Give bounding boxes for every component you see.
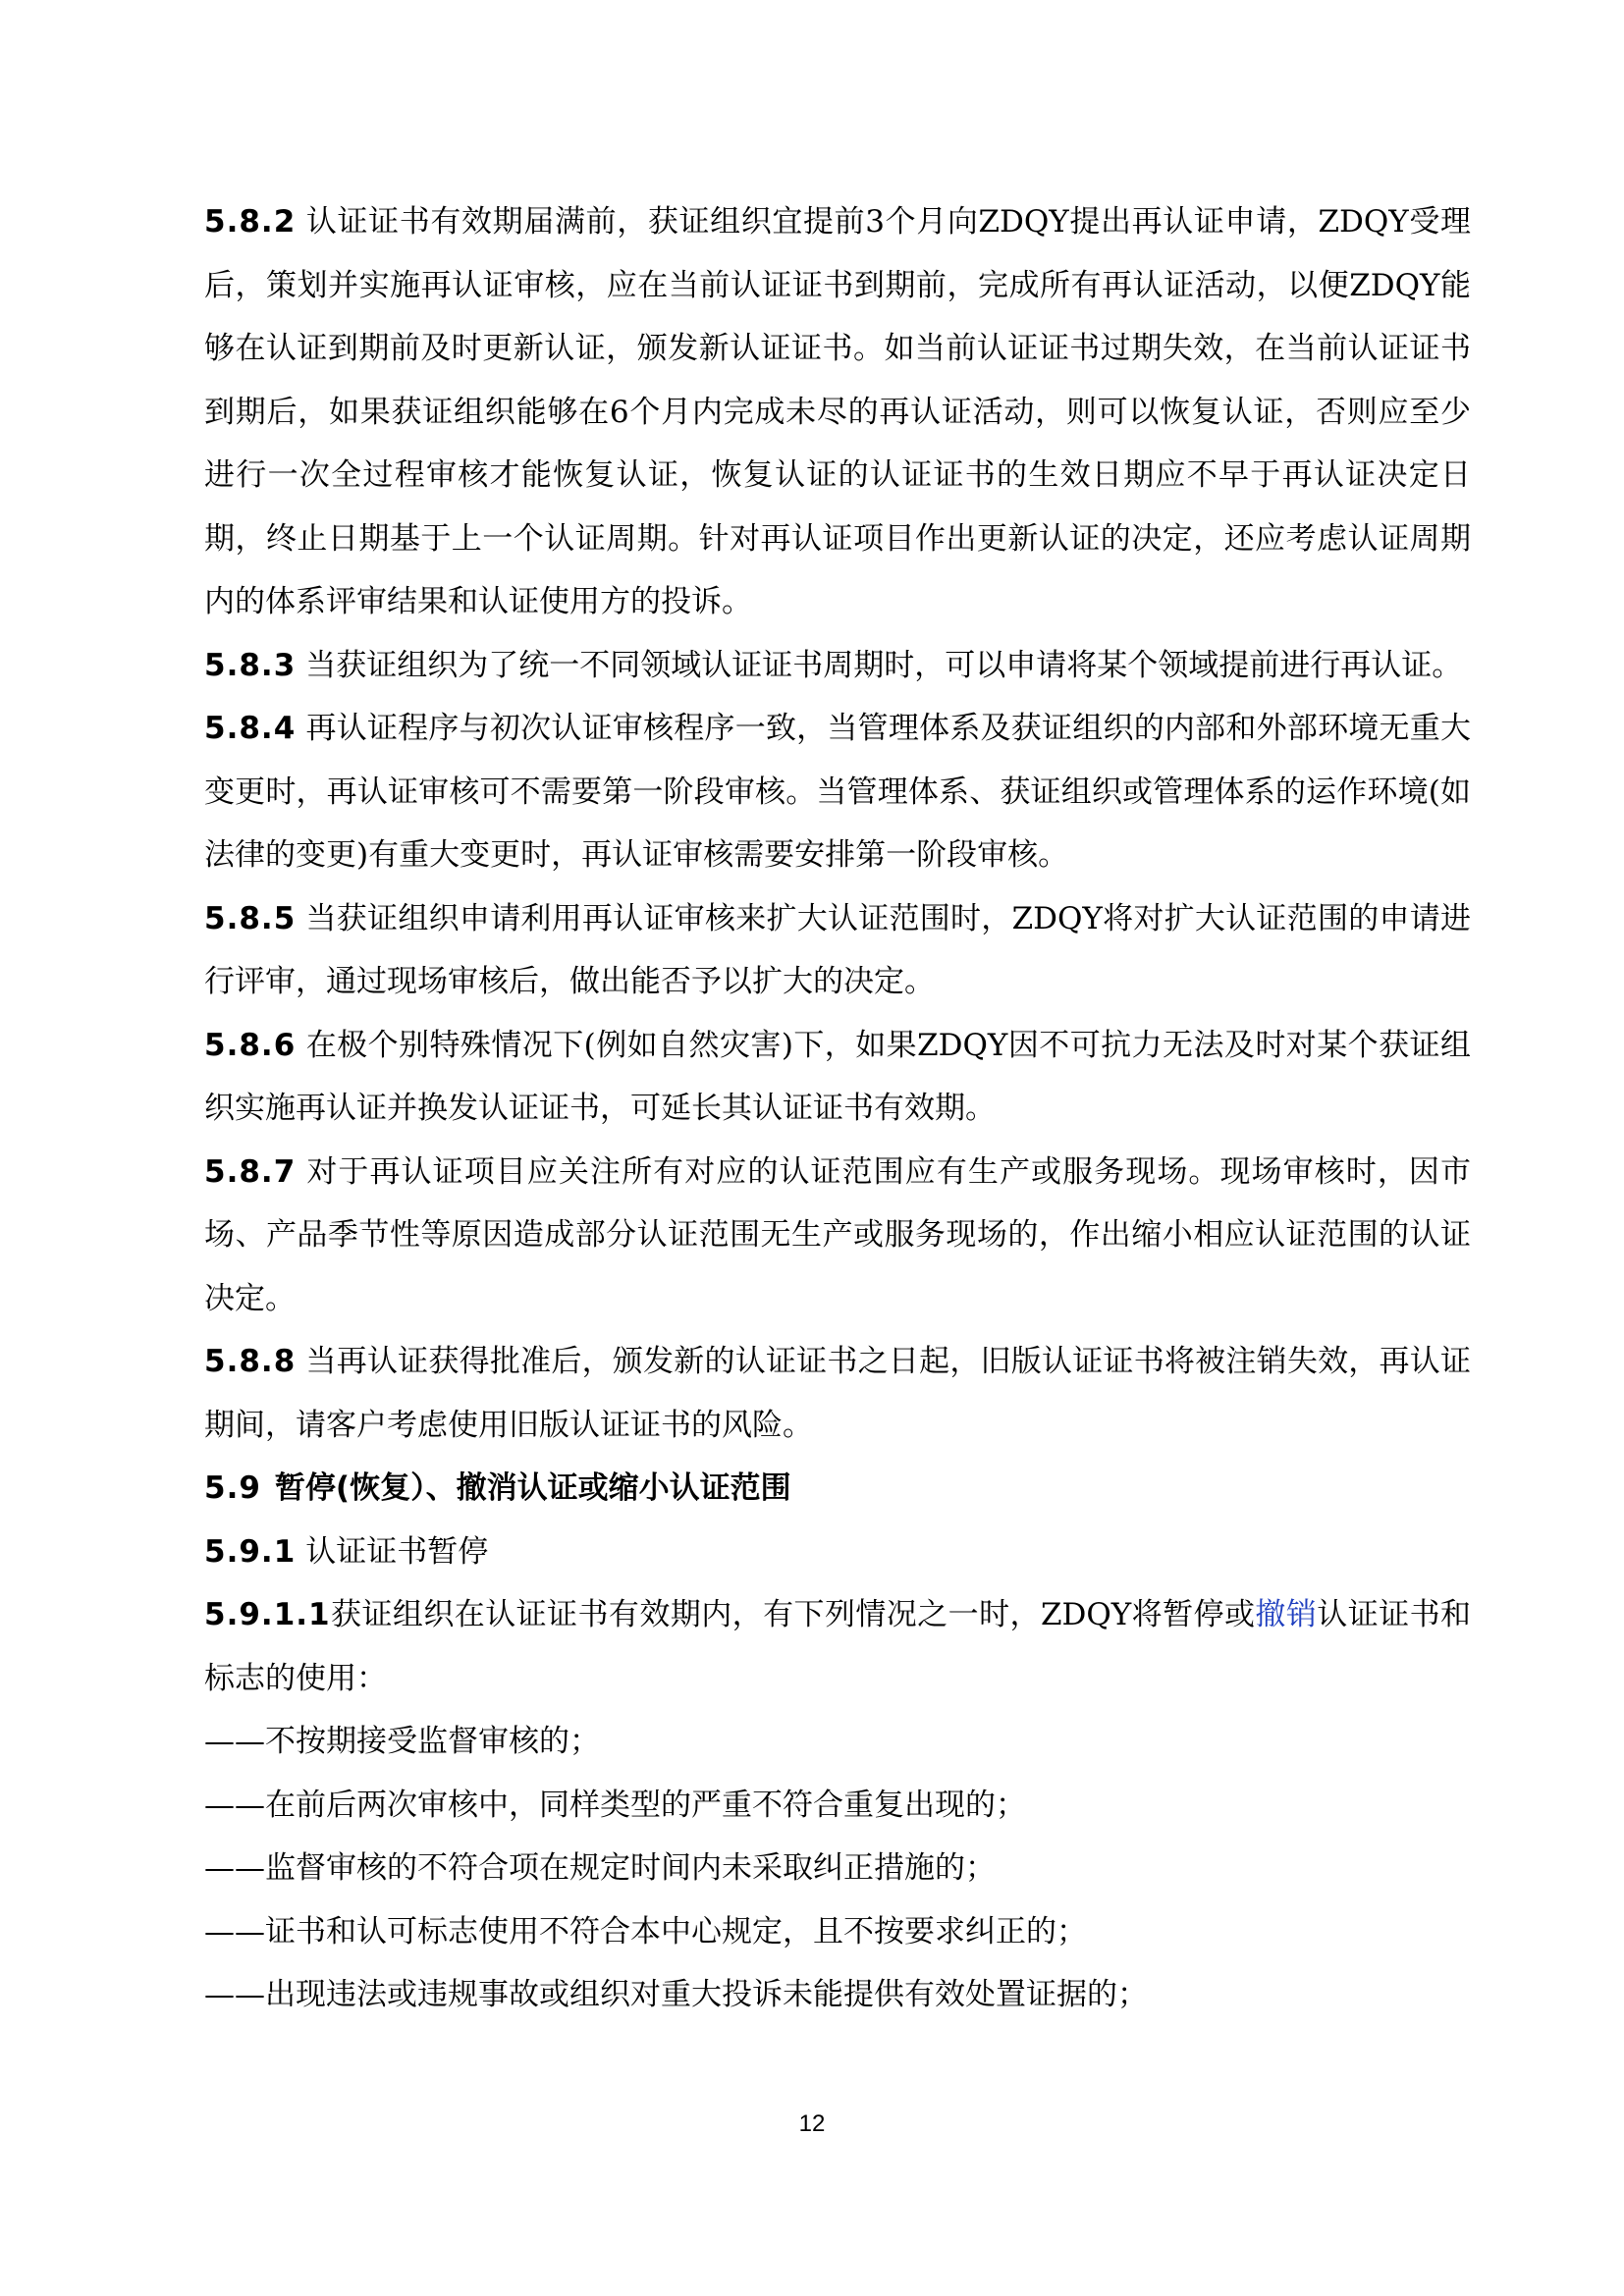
list-item: ——监督审核的不符合项在规定时间内未采取纠正措施的；	[204, 1850, 996, 1886]
list-item: ——出现违法或违规事故或组织对重大投诉未能提供有效处置证据的；	[204, 1977, 1148, 2012]
paragraph-5-8-5	[204, 887, 1471, 1014]
clause-number: 5.8.2	[204, 204, 297, 240]
clause-text-before: 获证组织在认证证书有效期内，有下列情况之一时，ZDQY将暂停或	[330, 1597, 1256, 1632]
clause-text: 在极个别特殊情况下(例如自然灾害)下，如果ZDQY因不可抗力无法及时对某个获证组织实施再认证并换发认证证书，可延长其认证证书有效期。	[204, 1027, 1471, 1126]
section-title: 暂停(恢复）、撤消认证或缩小认证范围	[274, 1470, 791, 1506]
paragraph-5-9-1-1	[204, 1583, 1471, 1710]
section-number: 5.9.1	[204, 1533, 297, 1570]
section-heading-5-9	[204, 1457, 1471, 1521]
paragraph-5-8-2	[204, 190, 1471, 634]
section-number: 5.9	[204, 1470, 261, 1506]
clause-number: 5.8.8	[204, 1344, 297, 1379]
clause-number: 5.8.5	[204, 900, 297, 936]
list-item: ——在前后两次审核中，同样类型的严重不符合重复出现的；	[204, 1787, 1026, 1823]
revoke-link[interactable]: 撤销	[1255, 1597, 1318, 1632]
clause-text: 认证证书有效期届满前，获证组织宜提前3个月向ZDQY提出再认证申请，ZDQY受理后，策划并实施再认证审核，应在当前认证证书到期前，完成所有再认证活动，以便ZDQY能够在认证到期前及时更新认证，颁发新认证证书。如当前认证证书过期失效，在当前认证证书到期后，如果获证组织能够在6个月内完成未尽的再认证活动，则可以恢复认证，否则应至少进行一次全过程审核才能恢复认证，恢复认证的认证证书的生效日期应不早于再认证决定日期，终止日期基于上一个认证周期。针对再认证项目作出更新认证的决定，还应考虑认证周期内的体系评审结果和认证使用方的投诉。	[204, 204, 1471, 619]
paragraph-5-8-4	[204, 697, 1471, 887]
clause-text: 对于再认证项目应关注所有对应的认证范围应有生产或服务现场。现场审核时，因市场、产品季节性等原因造成部分认证范围无生产或服务现场的，作出缩小相应认证范围的认证决定。	[204, 1153, 1471, 1316]
clause-text: 当获证组织申请利用再认证审核来扩大认证范围时，ZDQY将对扩大认证范围的申请进行评审，通过现场审核后，做出能否予以扩大的决定。	[204, 900, 1471, 999]
paragraph-5-8-7	[204, 1141, 1471, 1331]
clause-number: 5.8.7	[204, 1153, 297, 1190]
paragraph-5-8-8	[204, 1330, 1471, 1457]
clause-text: 再认证程序与初次认证审核程序一致，当管理体系及获证组织的内部和外部环境无重大变更时，再认证审核可不需要第一阶段审核。当管理体系、获证组织或管理体系的运作环境(如法律的变更)有重大变更时，再认证审核需要安排第一阶段审核。	[204, 711, 1471, 873]
clause-number: 5.9.1.1	[204, 1597, 331, 1632]
subsection-heading-5-9-1	[204, 1521, 1471, 1584]
clause-text: 当再认证获得批准后，颁发新的认证证书之日起，旧版认证证书将被注销失效，再认证期间，请客户考虑使用旧版认证证书的风险。	[204, 1344, 1471, 1443]
clause-text-after: 认证证书和标志的使用：	[204, 1597, 1472, 1696]
list-item: ——不按期接受监督审核的；	[204, 1724, 600, 1759]
paragraph-5-8-3	[204, 634, 1471, 698]
paragraph-5-8-6	[204, 1014, 1471, 1141]
page-number: 12	[798, 2110, 826, 2137]
clause-number: 5.8.6	[204, 1027, 297, 1063]
clause-text: 当获证组织为了统一不同领域认证证书周期时，可以申请将某个领域提前进行再认证。	[305, 647, 1463, 683]
clause-number: 5.8.4	[204, 711, 297, 746]
document-body	[204, 190, 1471, 2027]
section-title: 认证证书暂停	[305, 1533, 489, 1570]
list-item: ——证书和认可标志使用不符合本中心规定，且不按要求纠正的；	[204, 1913, 1087, 1949]
clause-number: 5.8.3	[204, 647, 297, 683]
